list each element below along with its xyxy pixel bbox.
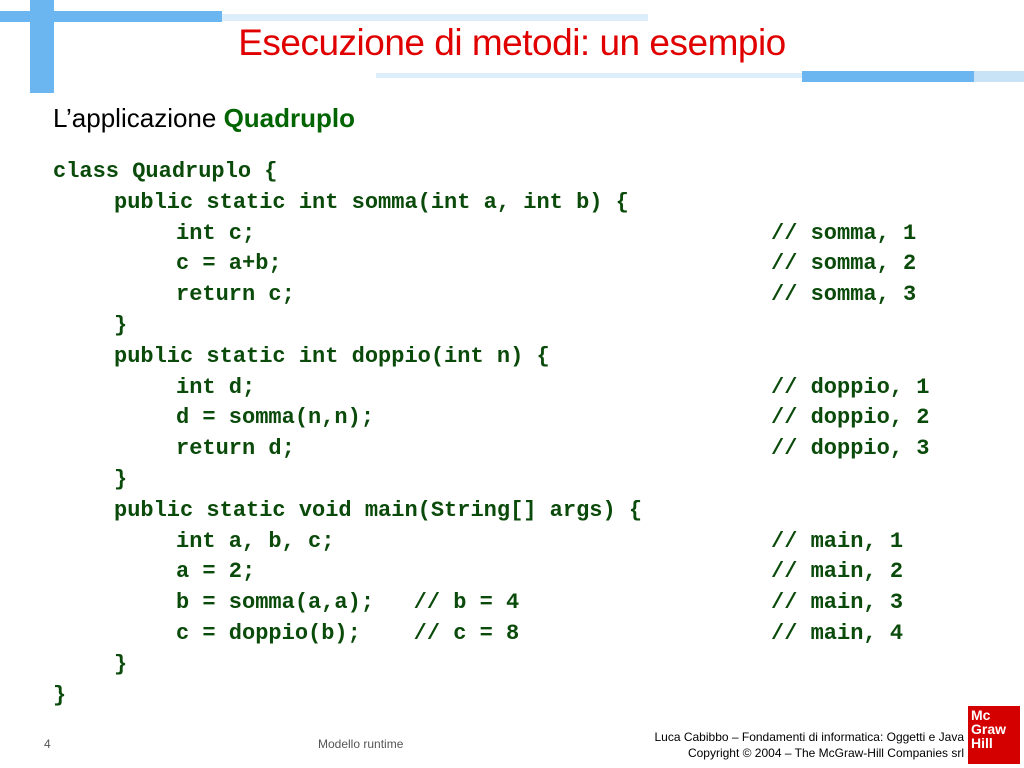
decorative-bar-right-end <box>974 71 1024 82</box>
code-comment: // main, 4 <box>771 620 904 646</box>
code-comment: // doppio, 3 <box>771 436 930 462</box>
code-comment: // somma, 1 <box>771 220 917 246</box>
code-comment: // doppio, 2 <box>771 405 930 431</box>
logo-line-3: Hill <box>971 735 993 751</box>
subtitle-prefix: L’applicazione <box>53 103 224 133</box>
code-comment: // main, 3 <box>771 590 904 616</box>
credit-line-2: Copyright © 2004 – The McGraw-Hill Companies srl <box>687 746 964 760</box>
code-comment: // somma, 3 <box>771 282 917 308</box>
code-comment: // main, 1 <box>771 528 904 554</box>
code-text: c = a+b; <box>176 251 282 277</box>
slide-title: Esecuzione di metodi: un esempio <box>238 22 786 63</box>
credits <box>654 729 964 761</box>
code-text: return c; <box>176 282 295 308</box>
code-comment: // main, 2 <box>771 559 904 585</box>
code-text: } <box>114 466 128 492</box>
slide-subtitle <box>53 103 355 134</box>
code-text: d = somma(n,n); <box>176 405 375 431</box>
logo-line-1: Mc <box>971 707 991 723</box>
code-text: public static int somma(int a, int b) { <box>114 189 629 215</box>
credit-line-1: Luca Cabibbo – Fondamenti di informatica: Oggetti e Java <box>654 730 964 744</box>
subtitle-class-name: Quadruplo <box>223 103 356 133</box>
code-text: int a, b, c; <box>176 528 335 554</box>
decorative-bar-right-light <box>376 73 802 78</box>
code-text: public static int doppio(int n) { <box>114 343 550 369</box>
code-text: } <box>114 651 128 677</box>
code-text: } <box>114 312 128 338</box>
decorative-bar-right <box>802 71 974 82</box>
code-text: int d; <box>176 374 256 400</box>
logo-line-2: Graw <box>971 721 1007 737</box>
code-text: int c; <box>176 220 256 246</box>
code-text: a = 2; <box>176 559 256 585</box>
code-comment: // somma, 2 <box>771 251 917 277</box>
code-text: public static void main(String[] args) { <box>114 497 643 523</box>
code-text: class Quadruplo { <box>53 159 278 184</box>
publisher-logo <box>968 706 1020 764</box>
decorative-bar-top <box>0 11 222 22</box>
section-name: Modello runtime <box>318 737 404 751</box>
decorative-bar-top-light <box>222 14 648 21</box>
code-text: } <box>53 682 67 708</box>
code-text: return d; <box>176 436 295 462</box>
code-text: b = somma(a,a); // b = 4 <box>176 590 520 616</box>
code-text: c = doppio(b); // c = 8 <box>176 620 520 646</box>
code-comment: // doppio, 1 <box>771 374 930 400</box>
page-number: 4 <box>44 737 51 751</box>
